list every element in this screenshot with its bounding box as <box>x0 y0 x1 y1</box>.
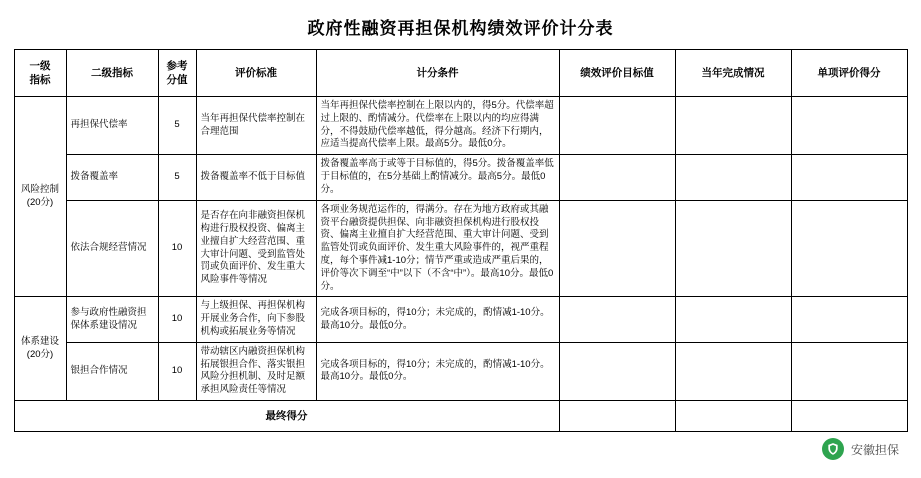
secondary-indicator: 再担保代偿率 <box>66 97 158 155</box>
column-header-item-score: 单项评价得分 <box>791 50 907 97</box>
account-badge <box>822 438 899 460</box>
target-value-cell[interactable] <box>559 200 675 297</box>
evaluation-standard: 拨备覆盖率不低于目标值 <box>196 155 316 200</box>
evaluation-standard: 是否存在向非融资担保机构进行股权投资、偏离主业擅自扩大经营范围、重大审计问题、受到监管处罚或负面评价、发生重大风险事件等情况 <box>196 200 316 297</box>
category-name-line-1: 体系建设 <box>20 335 59 347</box>
final-score-row <box>14 401 907 432</box>
item-score-cell[interactable] <box>791 342 907 400</box>
reference-score: 10 <box>158 297 196 342</box>
final-score-label: 最终得分 <box>14 401 559 432</box>
performance-score-table <box>14 49 908 432</box>
completion-cell[interactable] <box>675 155 791 200</box>
column-header-evaluation-standard: 评价标准 <box>196 50 316 97</box>
reference-score: 5 <box>158 155 196 200</box>
secondary-indicator: 依法合规经营情况 <box>66 200 158 297</box>
category-name-line-2: (20分) <box>26 348 54 360</box>
target-value-cell[interactable] <box>559 97 675 155</box>
table-row <box>14 297 907 342</box>
page-title: 政府性融资再担保机构绩效评价计分表 <box>307 19 614 38</box>
table-row <box>14 342 907 400</box>
header-line-2: 分值 <box>166 74 188 86</box>
item-score-cell[interactable] <box>791 155 907 200</box>
evaluation-standard: 带动辖区内融资担保机构拓展银担合作、落实银担风险分担机制、及时足额承担风险责任等情况 <box>196 342 316 400</box>
account-name: 安徽担保 <box>850 442 899 457</box>
category-name-line-2: (20分) <box>26 196 54 208</box>
column-header-secondary-indicator: 二级指标 <box>66 50 158 97</box>
table-row <box>14 97 907 155</box>
scoring-condition: 完成各项目标的，得10分；未完成的，酌情减1-10分。最高10分。最低0分。 <box>316 342 559 400</box>
evaluation-standard: 与上级担保、再担保机构开展业务合作，向下参股机构或拓展业务等情况 <box>196 297 316 342</box>
reference-score: 10 <box>158 342 196 400</box>
column-header-current-completion: 当年完成情况 <box>675 50 791 97</box>
secondary-indicator: 参与政府性融资担保体系建设情况 <box>66 297 158 342</box>
target-value-cell[interactable] <box>559 342 675 400</box>
item-score-cell[interactable] <box>791 297 907 342</box>
completion-cell[interactable] <box>675 342 791 400</box>
scoring-condition: 完成各项目标的，得10分；未完成的，酌情减1-10分。最高10分。最低0分。 <box>316 297 559 342</box>
table-row <box>14 155 907 200</box>
secondary-indicator: 拨备覆盖率 <box>66 155 158 200</box>
header-line-1: 一级 <box>29 59 51 72</box>
reference-score: 10 <box>158 200 196 297</box>
shield-icon <box>822 438 844 460</box>
item-score-cell[interactable] <box>791 97 907 155</box>
target-value-cell[interactable] <box>559 297 675 342</box>
column-header-target-value: 绩效评价目标值 <box>559 50 675 97</box>
evaluation-standard: 当年再担保代偿率控制在合理范围 <box>196 97 316 155</box>
primary-indicator-risk-control <box>14 97 66 297</box>
scoring-condition: 当年再担保代偿率控制在上限以内的，得5分。代偿率超过上限的、酌情减分。代偿率在上限以内的均应得满分，不得鼓励代偿率越低，得分越高。经济下行期内，应适当提高代偿率上限。最高5分。最低0分。 <box>316 97 559 155</box>
column-header-primary-indicator <box>14 50 66 97</box>
column-header-reference-score <box>158 50 196 97</box>
table-row <box>14 200 907 297</box>
completion-cell[interactable] <box>675 97 791 155</box>
secondary-indicator: 银担合作情况 <box>66 342 158 400</box>
completion-cell[interactable] <box>675 200 791 297</box>
primary-indicator-system-construction <box>14 297 66 401</box>
completion-cell[interactable] <box>675 297 791 342</box>
final-completion-cell[interactable] <box>675 401 791 432</box>
table-header-row <box>14 50 907 97</box>
item-score-cell[interactable] <box>791 200 907 297</box>
scoring-condition: 各项业务规范运作的，得满分。存在为地方政府或其融资平台融资提供担保、向非融资担保机构进行股权投资、偏离主业擅自扩大经营范围、重大审计问题、受到监管处罚或负面评价、发生重大风险事件的，视严重程度，每个事件减1-10分；情节严重或造成严重后果的，评价等次下调至“中”以下（不含“中”）。最高10分。最低0分。 <box>316 200 559 297</box>
scoring-condition: 拨备覆盖率高于或等于目标值的，得5分。拨备覆盖率低于目标值的，在5分基础上酌情减分。最高5分。最低0分。 <box>316 155 559 200</box>
final-target-value-cell[interactable] <box>559 401 675 432</box>
header-line-1: 参考 <box>166 59 188 72</box>
category-name-line-1: 风险控制 <box>20 183 59 195</box>
reference-score: 5 <box>158 97 196 155</box>
header-line-2: 指标 <box>29 74 51 86</box>
target-value-cell[interactable] <box>559 155 675 200</box>
column-header-scoring-condition: 计分条件 <box>316 50 559 97</box>
final-item-score-cell[interactable] <box>791 401 907 432</box>
